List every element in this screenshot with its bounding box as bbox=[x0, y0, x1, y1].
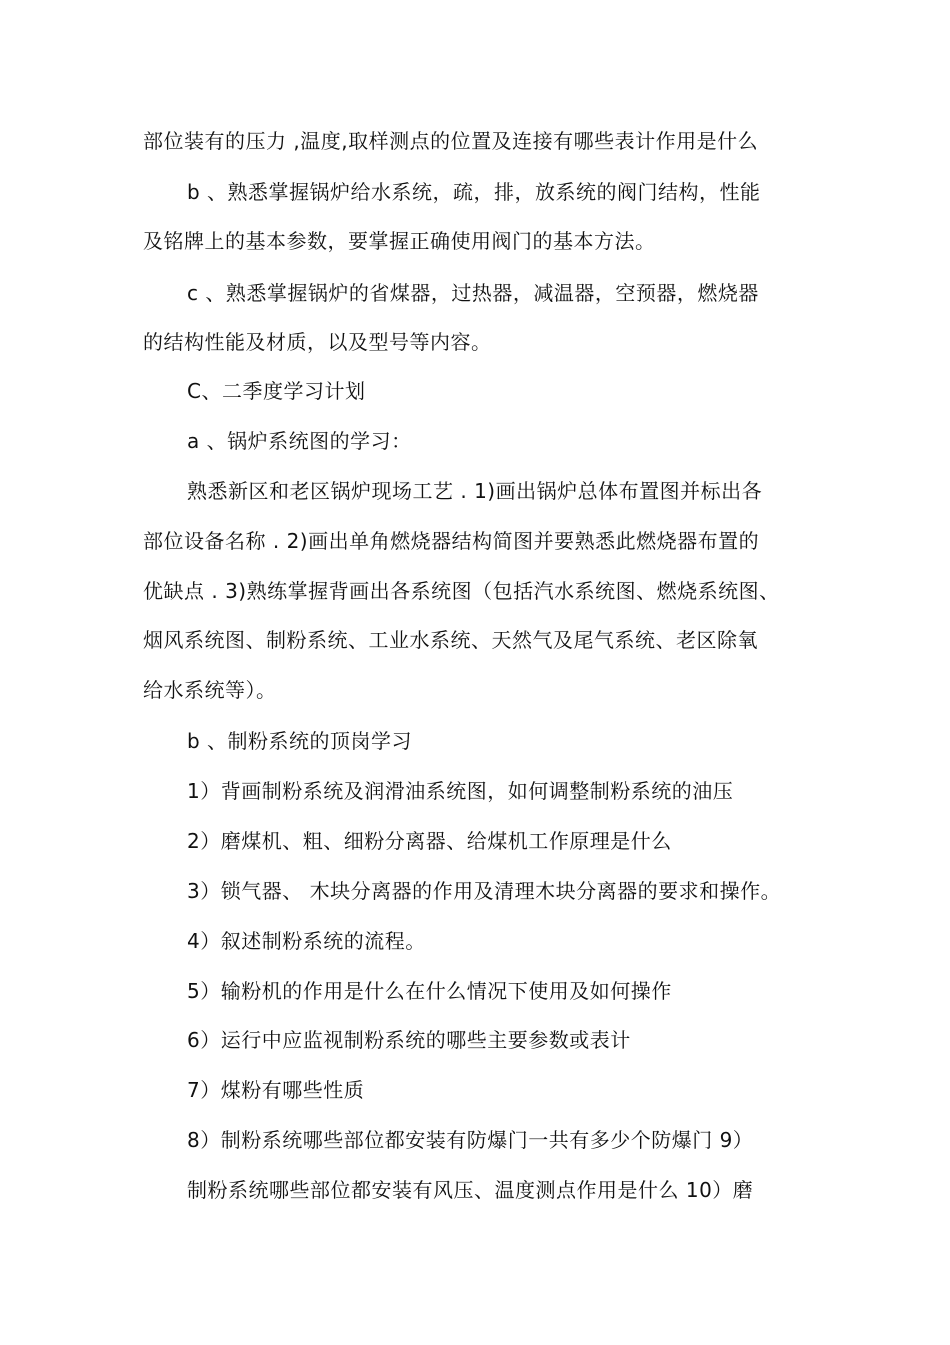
list-item: 4）叙述制粉系统的流程。 bbox=[187, 929, 426, 953]
list-item: 2）磨煤机、粗、细粉分离器、给煤机工作原理是什么 bbox=[187, 829, 672, 853]
list-item: 7）煤粉有哪些性质 bbox=[187, 1078, 365, 1102]
text-line: 部位设备名称 . 2)画出单角燃烧器结构简图并要熟悉此燃烧器布置的 bbox=[143, 529, 760, 553]
list-item: 制粉系统哪些部位都安装有风压、温度测点作用是什么 10）磨 bbox=[187, 1178, 754, 1202]
text-line: 及铭牌上的基本参数，要掌握正确使用阀门的基本方法。 bbox=[143, 229, 656, 253]
text-line: 的结构性能及材质，以及型号等内容。 bbox=[143, 330, 492, 354]
text-line: 优缺点 . 3)熟练掌握背画出各系统图（包括汽水系统图、燃烧系统图、 bbox=[143, 579, 780, 603]
text-line: 熟悉新区和老区锅炉现场工艺 . 1)画出锅炉总体布置图并标出各 bbox=[187, 479, 763, 503]
text-line: 烟风系统图、制粉系统、工业水系统、天然气及尾气系统、老区除氧 bbox=[143, 628, 758, 652]
list-item: 5）输粉机的作用是什么在什么情况下使用及如何操作 bbox=[187, 979, 672, 1003]
subsection-heading: a 、锅炉系统图的学习： bbox=[187, 429, 412, 453]
list-item: 3）锁气器、 木块分离器的作用及清理木块分离器的要求和操作。 bbox=[187, 879, 782, 903]
list-item: 1）背画制粉系统及润滑油系统图，如何调整制粉系统的油压 bbox=[187, 779, 734, 803]
list-item: 6）运行中应监视制粉系统的哪些主要参数或表计 bbox=[187, 1028, 631, 1052]
text-line: c 、熟悉掌握锅炉的省煤器，过热器，减温器，空预器，燃烧器 bbox=[187, 281, 759, 305]
text-line: b 、熟悉掌握锅炉给水系统，疏，排，放系统的阀门结构，性能 bbox=[187, 180, 761, 204]
text-line: 部位装有的压力 ,温度,取样测点的位置及连接有哪些表计作用是什么 bbox=[143, 129, 759, 153]
list-item: 8）制粉系统哪些部位都安装有防爆门一共有多少个防爆门 9） bbox=[187, 1128, 754, 1152]
section-heading: C、二季度学习计划 bbox=[187, 379, 366, 403]
text-line: 给水系统等）。 bbox=[143, 678, 277, 702]
subsection-heading: b 、制粉系统的顶岗学习 bbox=[187, 729, 413, 753]
